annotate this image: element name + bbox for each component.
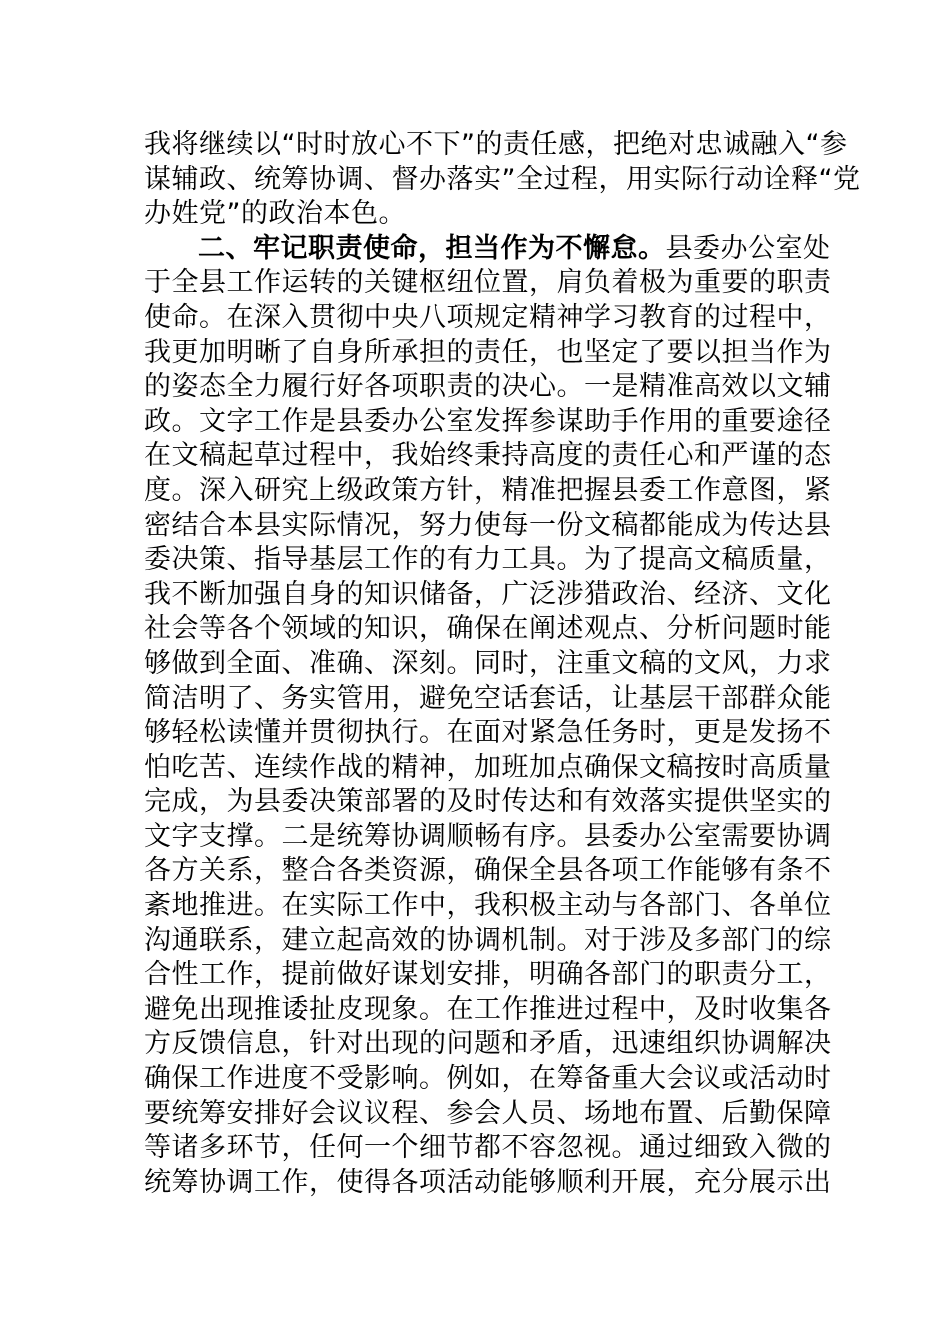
text-line: [144, 128, 848, 163]
text-segment: 谋辅政、统筹协调、督办落实”全过程，用实际行动诠释“党: [144, 163, 861, 195]
text-segment: 的姿态全力履行好各项职责的决心。一是精准高效以文辅: [144, 371, 832, 403]
section-heading: 二、牢记职责使命，担当作为不懈怠。: [198, 232, 666, 264]
text-line: [144, 336, 832, 371]
text-segment: 文字支撑。二是统筹协调顺畅有序。县委办公室需要协调: [144, 820, 832, 852]
text-line: [144, 751, 832, 786]
text-segment: 我将继续以“时时放心不下”的责任感，把绝对忠诚融入“参: [144, 129, 848, 160]
text-segment: 政。文字工作是县委办公室发挥参谋助手作用的重要途径: [144, 405, 832, 437]
section-heading-line: [144, 232, 831, 267]
text-line: [144, 889, 832, 924]
text-line: [144, 716, 832, 751]
text-segment: 办姓党”的政治本色。: [144, 198, 406, 230]
text-segment: 紊地推进。在实际工作中，我积极主动与各部门、各单位: [144, 890, 832, 922]
text-segment: 各方关系，整合各类资源，确保全县各项工作能够有条不: [144, 855, 832, 887]
text-segment: 简洁明了、务实管用，避免空话套话，让基层干部群众能: [144, 682, 832, 714]
text-line: [144, 543, 832, 578]
text-segment: 要统筹安排好会议议程、参会人员、场地布置、后勤保障: [144, 1097, 832, 1129]
text-line: [144, 924, 832, 959]
text-segment: 够轻松读懂并贯彻执行。在面对紧急任务时，更是发扬不: [144, 717, 832, 749]
text-segment: 够做到全面、准确、深刻。同时，注重文稿的文风，力求: [144, 647, 832, 679]
text-segment: 我更加明晰了自身所承担的责任，也坚定了要以担当作为: [144, 336, 832, 368]
text-line: [144, 1097, 832, 1132]
text-segment: 于全县工作运转的关键枢纽位置，肩负着极为重要的职责: [144, 267, 832, 299]
text-segment: 统筹协调工作，使得各项活动能够顺利开展，充分展示出: [144, 1166, 832, 1198]
text-segment: 确保工作进度不受影响。例如，在筹备重大会议或活动时: [144, 1063, 832, 1095]
text-segment: 度。深入研究上级政策方针，精准把握县委工作意图，紧: [144, 474, 832, 506]
text-line: [144, 474, 832, 509]
text-segment: 避免出现推诿扯皮现象。在工作推进过程中，及时收集各: [144, 993, 832, 1025]
text-line: [144, 647, 832, 682]
text-line: [144, 509, 832, 544]
text-segment: 完成，为县委决策部署的及时传达和有效落实提供坚实的: [144, 786, 832, 818]
body-text: [144, 128, 861, 1200]
text-line: [144, 854, 832, 889]
text-line: [144, 958, 832, 993]
text-segment: 在文稿起草过程中，我始终秉持高度的责任心和严谨的态: [144, 440, 832, 472]
text-segment: 使命。在深入贯彻中央八项规定精神学习教育的过程中，: [144, 301, 832, 333]
text-line: [144, 682, 832, 717]
text-segment: 我不断加强自身的知识储备，广泛涉猎政治、经济、文化: [144, 578, 832, 610]
text-line: [144, 1062, 832, 1097]
text-line: [144, 578, 832, 613]
text-line: [144, 405, 832, 440]
text-line: [144, 612, 832, 647]
text-line: [144, 820, 832, 855]
text-segment: 方反馈信息，针对出现的问题和矛盾，迅速组织协调解决: [144, 1028, 832, 1060]
text-line: [144, 439, 832, 474]
text-segment: 县委办公室处: [665, 232, 831, 264]
text-line: [144, 1027, 832, 1062]
text-segment: 合性工作，提前做好谋划安排，明确各部门的职责分工，: [144, 959, 832, 991]
text-segment: 等诸多环节，任何一个细节都不容忽视。通过细致入微的: [144, 1132, 832, 1164]
text-segment: 社会等各个领域的知识，确保在阐述观点、分析问题时能: [144, 613, 832, 645]
text-segment: 委决策、指导基层工作的有力工具。为了提高文稿质量，: [144, 544, 832, 576]
text-segment: 密结合本县实际情况，努力使每一份文稿都能成为传达县: [144, 509, 832, 541]
text-line: [144, 1166, 832, 1201]
text-segment: 沟通联系，建立起高效的协调机制。对于涉及多部门的综: [144, 924, 832, 956]
text-line: [144, 197, 808, 232]
text-line: [144, 266, 832, 301]
text-line: [144, 993, 832, 1028]
text-segment: 怕吃苦、连续作战的精神，加班加点确保文稿按时高质量: [144, 751, 832, 783]
text-line: [144, 1131, 832, 1166]
text-line: [144, 301, 832, 336]
text-line: [144, 163, 861, 198]
text-line: [144, 785, 832, 820]
text-line: [144, 370, 832, 405]
